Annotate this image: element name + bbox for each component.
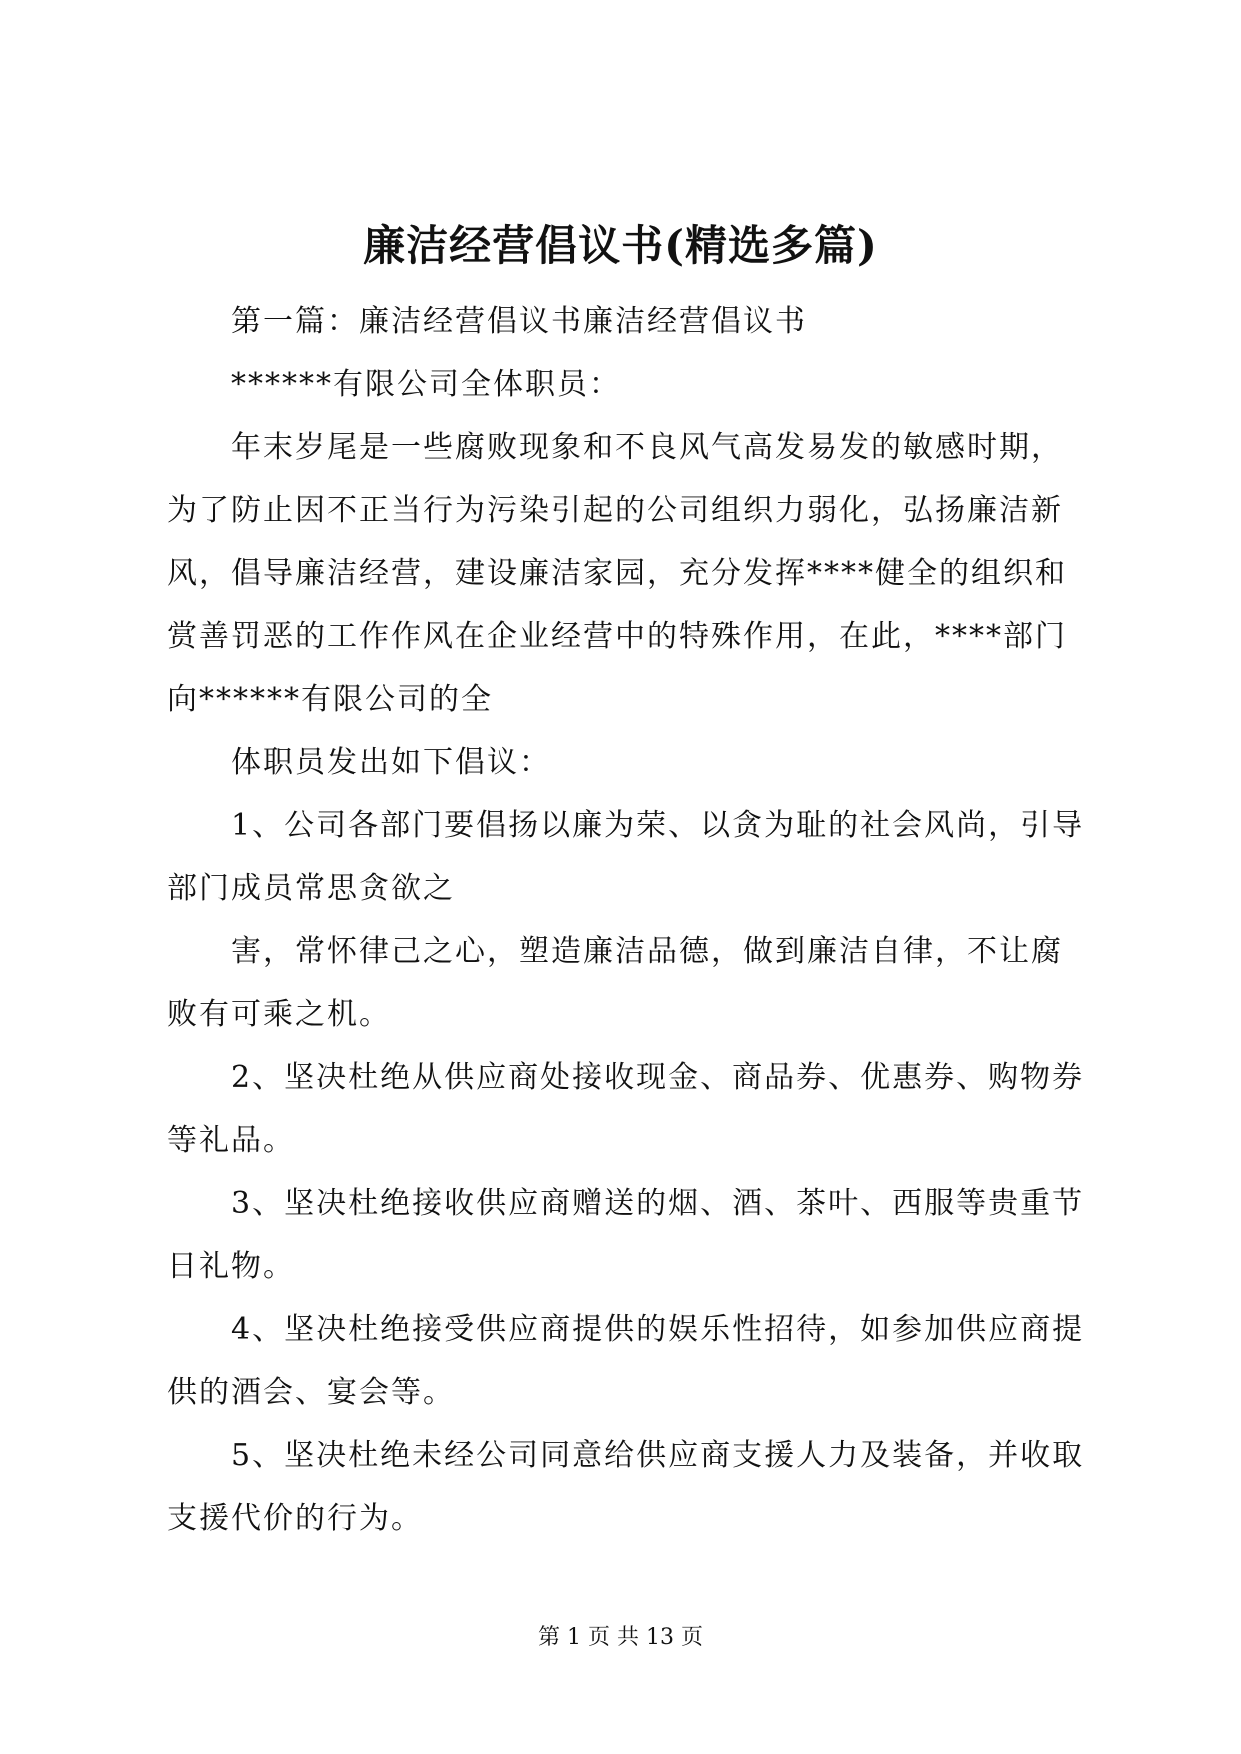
paragraph-intro-continued: 体职员发出如下倡议： — [231, 745, 551, 780]
document-body — [167, 290, 1087, 1550]
paragraph-item-1: 1、公司各部门要倡扬以廉为荣、以贪为耻的社会风尚，引导部门成员常思贪欲之 — [167, 808, 1085, 906]
paragraph-item-1-continued: 害，常怀律己之心，塑造廉洁品德，做到廉洁自律，不让腐败有可乘之机。 — [167, 934, 1063, 1032]
paragraph-item-2: 2、坚决杜绝从供应商处接收现金、商品券、优惠券、购物券等礼品。 — [167, 1060, 1085, 1158]
paragraph-section-heading: 第一篇：廉洁经营倡议书廉洁经营倡议书 — [231, 304, 807, 339]
paragraph-intro: 年末岁尾是一些腐败现象和不良风气高发易发的敏感时期，为了防止因不正当行为污染引起的公司组织力弱化，弘扬廉洁新风，倡导廉洁经营，建设廉洁家园，充分发挥****健全的组织和赏善罚恶的工作作风在企业经营中的特殊作用，在此，****部门向******有限公司的全 — [167, 430, 1067, 717]
document-title: 廉洁经营倡议书(精选多篇) — [363, 221, 878, 270]
paragraph-item-5: 5、坚决杜绝未经公司同意给供应商支援人力及装备，并收取支援代价的行为。 — [167, 1438, 1085, 1536]
page-footer: 第 1 页 共 13 页 — [538, 1625, 703, 1650]
paragraph-item-3: 3、坚决杜绝接收供应商赠送的烟、酒、茶叶、西服等贵重节日礼物。 — [167, 1186, 1085, 1284]
paragraph-salutation: ******有限公司全体职员： — [231, 367, 621, 402]
paragraph-item-4: 4、坚决杜绝接受供应商提供的娱乐性招待，如参加供应商提供的酒会、宴会等。 — [167, 1312, 1085, 1410]
